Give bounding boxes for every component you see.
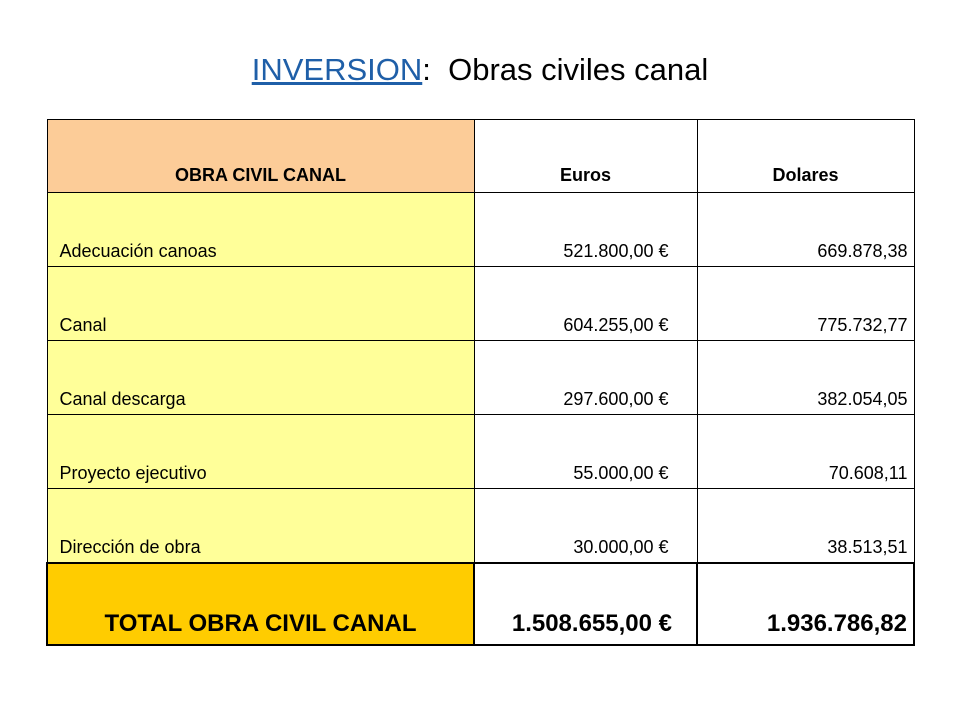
row-euros: 30.000,00 € bbox=[474, 489, 697, 564]
row-euros: 604.255,00 € bbox=[474, 267, 697, 341]
table-row bbox=[47, 267, 914, 341]
row-euros: 521.800,00 € bbox=[474, 193, 697, 267]
title-separator: : bbox=[422, 52, 431, 87]
total-row bbox=[47, 563, 914, 645]
row-euros: 55.000,00 € bbox=[474, 415, 697, 489]
row-dolares: 38.513,51 bbox=[697, 489, 914, 564]
row-euros: 297.600,00 € bbox=[474, 341, 697, 415]
header-dolares: Dolares bbox=[697, 120, 914, 193]
title-text: Obras civiles canal bbox=[448, 52, 709, 87]
header-concept: OBRA CIVIL CANAL bbox=[47, 120, 474, 193]
table-row bbox=[47, 193, 914, 267]
row-concept: Canal descarga bbox=[47, 341, 474, 415]
table-row bbox=[47, 489, 914, 564]
row-dolares: 669.878,38 bbox=[697, 193, 914, 267]
slide-title bbox=[0, 50, 960, 90]
inversion-link[interactable]: INVERSION bbox=[251, 52, 423, 87]
investment-table bbox=[46, 119, 915, 646]
total-euros: 1.508.655,00 € bbox=[474, 563, 697, 645]
header-euros: Euros bbox=[474, 120, 697, 193]
row-dolares: 775.732,77 bbox=[697, 267, 914, 341]
row-dolares: 70.608,11 bbox=[697, 415, 914, 489]
row-concept: Canal bbox=[47, 267, 474, 341]
row-concept: Adecuación canoas bbox=[47, 193, 474, 267]
total-concept: TOTAL OBRA CIVIL CANAL bbox=[47, 563, 474, 645]
table-header-row bbox=[47, 120, 914, 193]
table-row bbox=[47, 341, 914, 415]
table-row bbox=[47, 415, 914, 489]
total-dolares: 1.936.786,82 bbox=[697, 563, 914, 645]
row-concept: Dirección de obra bbox=[47, 489, 474, 564]
row-concept: Proyecto ejecutivo bbox=[47, 415, 474, 489]
row-dolares: 382.054,05 bbox=[697, 341, 914, 415]
